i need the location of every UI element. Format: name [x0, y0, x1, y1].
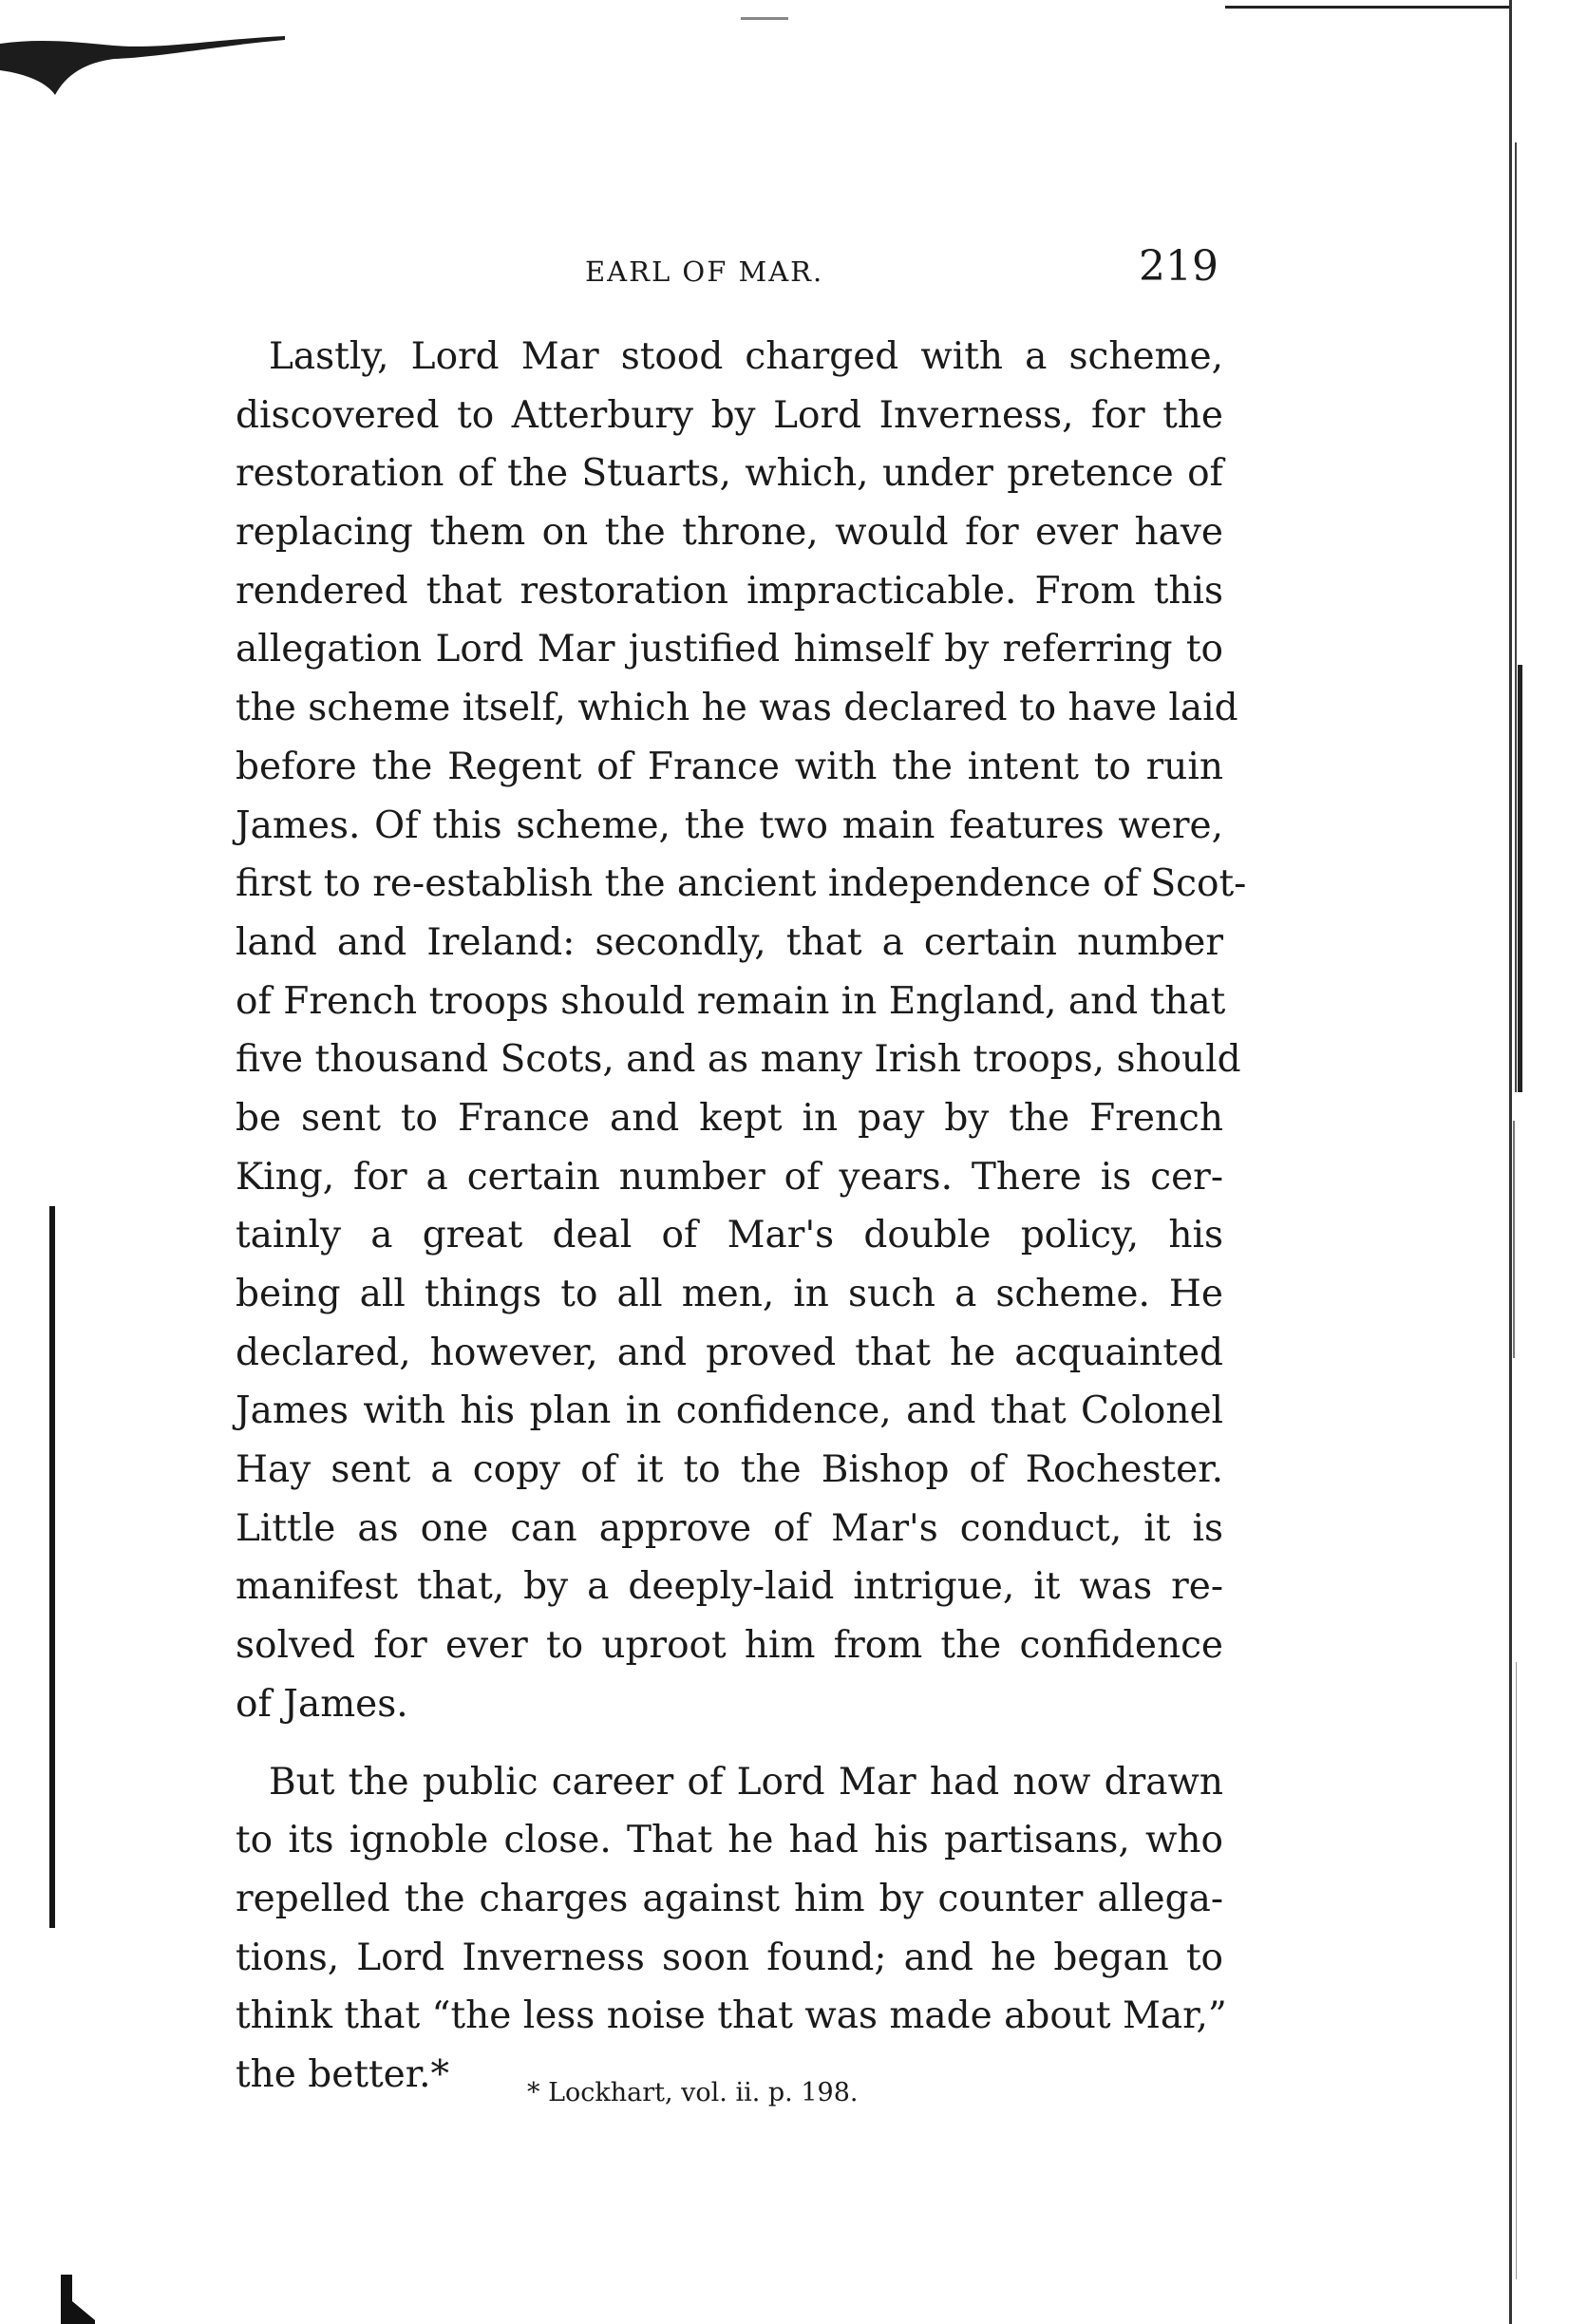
- header-title: EARL OF MAR.: [585, 255, 824, 288]
- text-line: restoration of the Stuarts, which, under pretence of: [236, 452, 1223, 496]
- footnote: * Lockhart, vol. ii. p. 198.: [527, 2078, 859, 2107]
- text-line: rendered that restoration impracticable. From this: [236, 569, 1223, 613]
- text-line: the scheme itself, which he was declared to have laid: [236, 687, 1238, 730]
- text-line: Little as one can approve of Mar's conduct, it is: [236, 1506, 1223, 1550]
- scan-mark: [741, 17, 788, 20]
- text-line: James with his plan in confidence, and that Colonel: [236, 1389, 1223, 1433]
- text-line: But the public career of Lord Mar had now drawn: [269, 1760, 1223, 1804]
- text-line: being all things to all men, in such a scheme. He: [236, 1273, 1223, 1315]
- page-number: 219: [1139, 242, 1219, 291]
- text-line: first to re-establish the ancient independence of Scot-: [236, 862, 1247, 906]
- text-line: declared, however, and proved that he acquainted: [236, 1331, 1223, 1374]
- text-line: repelled the charges against him by counter allega-: [236, 1877, 1223, 1920]
- paragraph-2: [236, 1753, 1227, 2105]
- text-line: be sent to France and kept in pay by the French: [236, 1096, 1223, 1140]
- text-line: tions, Lord Inverness soon found; and he began to: [236, 1936, 1223, 1979]
- page-edge-rule: [1225, 6, 1511, 9]
- text-line: discovered to Atterbury by Lord Inverness, for the: [236, 393, 1223, 437]
- text-line: replacing them on the throne, would for ever have: [236, 511, 1223, 555]
- text-line: think that “the less noise that was made about Mar,”: [236, 1994, 1227, 2038]
- text-line: King, for a certain number of years. There is cer-: [236, 1155, 1223, 1199]
- text-line: to its ignoble close. That he had his partisans, who: [236, 1819, 1223, 1862]
- corner-mark: [59, 2275, 97, 2324]
- text-line: the better.*: [236, 2052, 449, 2096]
- text-line: land and Ireland: secondly, that a certain number: [236, 920, 1223, 964]
- page-edge-shadow: [1507, 0, 1524, 2324]
- text-line: Hay sent a copy of it to the Bishop of Rochester.: [236, 1448, 1223, 1492]
- text-line: allegation Lord Mar justified himself by referring to: [236, 628, 1223, 671]
- text-line: manifest that, by a deeply-laid intrigue, it was re-: [236, 1565, 1223, 1609]
- text-line: Lastly, Lord Mar stood charged with a scheme,: [269, 335, 1223, 378]
- binding-margin-line: [49, 1206, 55, 1928]
- text-line: tainly a great deal of Mar's double policy, his: [236, 1214, 1223, 1257]
- text-line: James. Of this scheme, the two main features were,: [236, 803, 1223, 847]
- paragraph-gap: [236, 1734, 1223, 1753]
- body-text: [236, 328, 1247, 2105]
- running-header: [236, 242, 1219, 299]
- paragraph-1: [236, 328, 1247, 1734]
- scan-smudge: [0, 36, 285, 103]
- text-line: of James.: [236, 1682, 408, 1726]
- text-line: before the Regent of France with the intent to ruin: [236, 745, 1223, 788]
- text-line: five thousand Scots, and as many Irish troops, should: [236, 1038, 1241, 1082]
- text-line: of French troops should remain in England, and that: [236, 979, 1226, 1023]
- text-line: solved for ever to uproot him from the confidence: [236, 1624, 1223, 1668]
